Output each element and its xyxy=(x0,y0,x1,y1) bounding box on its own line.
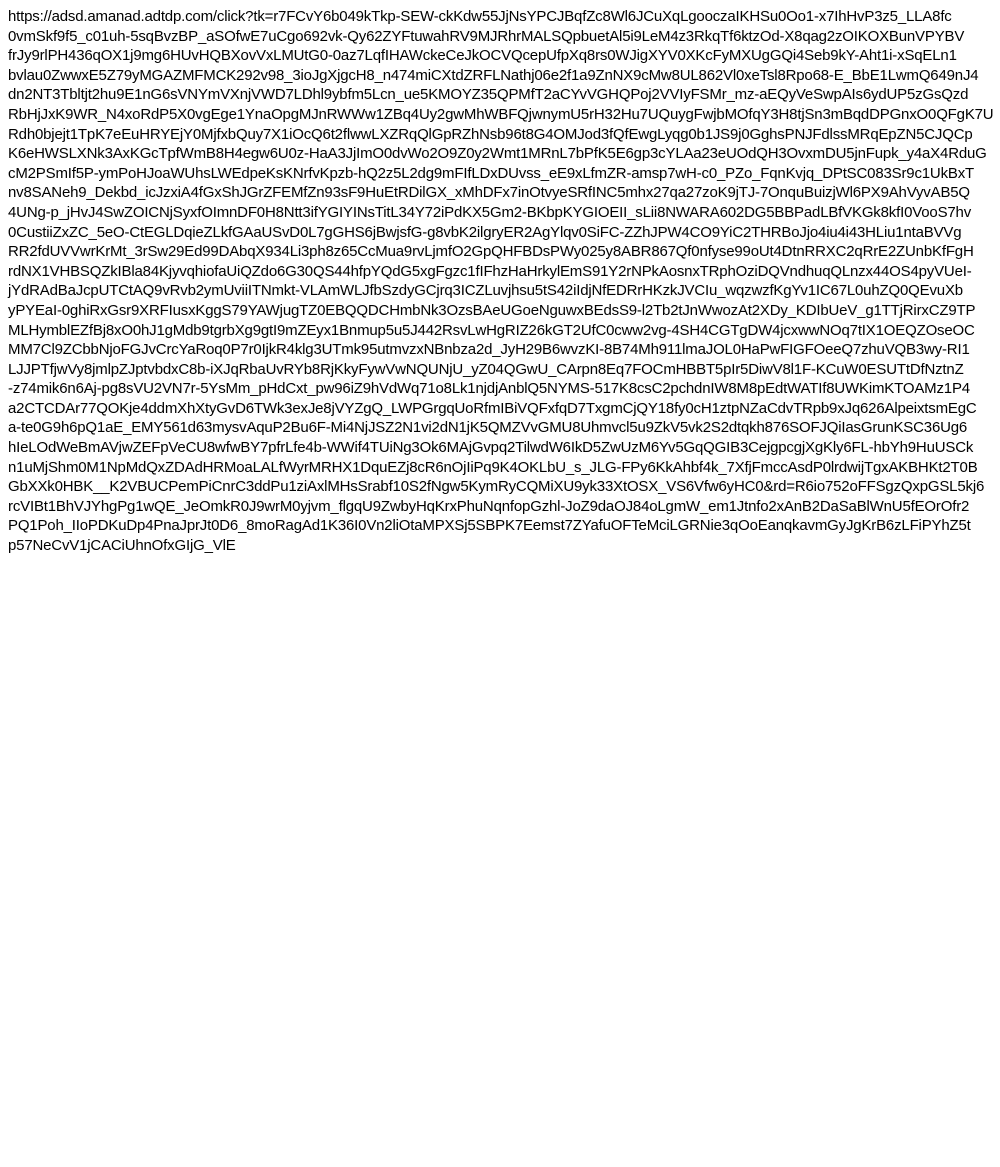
url-text-line: -z74mik6n6Aj-pg8sVU2VN7r-5YsMm_pHdCxt_pw96iZ9hVdWq71o8Lk1njdjAnblQ5NYMS-517K8csC2pchdnIW8M8pEdtWATIf8UWKimKTOAMz1P4 xyxy=(8,380,970,398)
url-text-line: hIeLOdWeBmAVjwZEFpVeCU8wfwBY7pfrLfe4b-WWif4TUiNg3Ok6MAjGvpq2TilwdW6IkD5ZwUzM6Yv5GqQGIB3CejgpcgjXgKly6FL-hbYh9HuUSCk xyxy=(8,439,974,457)
url-text-line: Rdh0bjejt1TpK7eEuHRYEjY0MjfxbQuy7X1iOcQ6t2flwwLXZRqQlGpRZhNsb96t8G4OMJod3fQfEwgLyqg0b1JS9j0GghsPNJFdlssMRqEpZN5CJQCp xyxy=(8,125,973,143)
url-text-line: 0CustiiZxZC_5eO-CtEGLDqieZLkfGAaUSvD0L7gGHS6jBwjsfG-g8vbK2ilgryER2AgYlqv0SiFC-ZZhJPW4CO9YiC2THRBoJjo4iu4i43HLiu1ntaBVVg xyxy=(8,223,962,241)
url-text-line: yPYEaI-0ghiRxGsr9XRFIusxKggS79YAWjugTZ0EBQQDCHmbNk3OzsBAeUGoeNguwxBEdsS9-l2Tb2tJnWwozAt2XDy_KDIbUeV_g1TTjRirxCZ9TP xyxy=(8,301,976,319)
url-text-line: a-te0G9h6pQ1aE_EMY561d63mysvAquP2Bu6F-Mi4NjJSZ2N1vi2dN1jK5QMZVvGMU8Uhmvcl5u9ZkV5vk2S2dtqkh876SOFJQiIasGrunKSC36Ug6 xyxy=(8,419,968,437)
url-text-line: RR2fdUVVwrKrMt_3rSw29Ed99DAbqX934Li3ph8z65CcMua9rvLjmfO2GpQHFBDsPWy025y8ABR867Qf0nfyse99oUt4DtnRRXC2qRrE2ZUnbKfFgH xyxy=(8,243,974,261)
url-text-line: dn2NT3Tbltjt2hu9E1nG6sVNYmVXnjVWD7LDhl9ybfm5Lcn_ue5KMOYZ35QPMfT2aCYvVGHQPoj2VVIyFSMr_mz-aEQyVeSwpAIs6ydUP5zGsQzd xyxy=(8,86,969,104)
url-text-line: frJy9rlPH436qOX1j9mg6HUvHQBXovVxLMUtG0-0az7LqfIHAWckeCeJkOCVQcepUfpXq8rs0WJigXYV0XKcFyMXUgGQi4Seb9kY-Aht1i-xSqELn1 xyxy=(8,47,957,65)
url-text-line: nv8SANeh9_Dekbd_icJzxiA4fGxShJGrZFEMfZn93sF9HuEtRDilGX_xMhDFx7inOtvyeSRfINC5mhx27qa27zoK9jTJ-7OnquBuizjWl6PX9AhVyvAB5Q xyxy=(8,184,970,202)
url-text-line: MLHymblEZfBj8xO0hJ1gMdb9tgrbXg9gtI9mZEyx1Bnmup5u5J442RsvLwHgRIZ26kGT2UfC0cww2vg-4SH4CGTgDW4jcxwwNOq7tIX1OEQZOseOC xyxy=(8,321,975,339)
url-text-block xyxy=(8,7,992,556)
url-text-line: p57NeCvV1jCACiUhnOfxGIjG_VlE xyxy=(8,537,236,555)
url-text-line: n1uMjShm0M1NpMdQxZDAdHRMoaLALfWyrMRHX1DquEZj8cR6nOjIiPq9K4OKLbU_s_JLG-FPy6KkAhbf4k_7XfjFmccAsdP0lrdwijTgxAKBHKt2T0B xyxy=(8,458,978,476)
url-text-line: LJJPTfjwVy8jmlpZJptvbdxC8b-iXJqRbaUvRYb8RjKkyFywVwNQUNjU_yZ04QGwU_CArpn8Eq7FOCmHBBT5pIr5DiwV8l1F-KCuW0ESUTtDfNztnZ xyxy=(8,360,964,378)
url-text-line: MM7Cl9ZCbbNjoFGJvCrcYaRoq0P7r0IjkR4klg3UTmk95utmvzxNBnbza2d_JyH29B6wvzKI-8B74Mh911lmaJOL0HaPwFIGFOeeQ7zhuVQB3wy-RI1 xyxy=(8,341,970,359)
url-text-line: 4UNg-p_jHvJ4SwZOICNjSyxfOImnDF0H8Ntt3ifYGIYINsTitL34Y72iPdKX5Gm2-BKbpKYGIOEII_sLii8NWARA602DG5BBPadLBfVKGk8kfI0VooS7hv xyxy=(8,203,972,221)
url-text-line: a2CTCDAr77QOKje4ddmXhXtyGvD6TWk3exJe8jVYZgQ_LWPGrgqUoRfmIBiVQFxfqD7TxgmCjQY18fy0cH1ztpNZaCdvTRpb9xJq626AlpeixtsmEgC xyxy=(8,399,977,417)
url-text-line: bvlau0ZwwxE5Z79yMGAZMFMCK292v98_3ioJgXjgcH8_n474miCXtdZRFLNathj06e2f1a9ZnNX9cMw8UL862Vl0xeTsl8Rpo68-E_BbE1LwmQ649nJ4 xyxy=(8,66,979,84)
url-text-line: RbHjJxK9WR_N4xoRdP5X0vgEge1YnaOpgMJnRWWw1ZBq4Uy2gwMhWBFQjwnymU5rH32Hu7UQuygFwjbMOfqY3H8tjSn3mBqdDPGnxO0QFgK7U xyxy=(8,105,994,123)
url-text-line: rdNX1VHBSQZkIBla84KjyvqhiofaUiQZdo6G30QS44hfpYQdG5xgFgzc1fIFhzHaHrkylEmS91Y2rNPkAosnxTRphOziDQVndhuqQLnzx44OS4pyVUeI- xyxy=(8,262,972,280)
url-text-line: GbXXk0HBK__K2VBUCPemPiCnrC3ddPu1ziAxlMHsSrabf10S2fNgw5KymRyCQMiXU9yk33XtOSX_VS6Vfw6yHC0&rd=R6io752oFFSgzQxpGSL5kj6 xyxy=(8,478,985,496)
url-text-line: jYdRAdBaJcpUTCtAQ9vRvb2ymUviiITNmkt-VLAmWLJfbSzdyGCjrq3ICZLuvjhsu5tS42iIdjNfEDRrHKzkJVCIu_wqzwzfKgYv1IC67L0uhZQ0QEvuXb xyxy=(8,282,963,300)
url-text-line: cM2PSmIf5P-ymPoHJoaWUhsLWEdpeKsKNrfvKpzb-hQ2z5L2dg9mFIfLDxDUvss_eE9xLfmZR-amsp7wH-c0_PZo_FqnKvjq_DPtSC083Sr9c1UkBxT xyxy=(8,164,975,182)
url-text-line: K6eHWSLXNk3AxKGcTpfWmB8H4egw6U0z-HaA3JjImO0dvWo2O9Z0y2Wmt1MRnL7bPfK5E6gp3cYLAa23eUOdQH3OvxmDU5jnFupk_y4aX4RduG xyxy=(8,145,987,163)
url-text-line: https://adsd.amanad.adtdp.com/click?tk=r7FCvY6b049kTkp-SEW-ckKdw55JjNsYPCJBqfZc8Wl6JCuXqLgooczaIKHSu0Oo1-x7IhHvP3z5_LLA8fc xyxy=(8,8,952,25)
url-text-line: PQ1Poh_IIoPDKuDp4PnaJprJt0D6_8moRagAd1K36I0Vn2liOtaMPXSj5SBPK7Eemst7ZYafuOFTeMciLGRNie3qOoEanqkavmGyJgKrB6zLFiPYhZ5t xyxy=(8,517,971,535)
url-text-line: rcVIBt1BhVJYhgPg1wQE_JeOmkR0J9wrM0yjvm_flgqU9ZwbyHqKrxPhuNqnfopGzhl-JoZ9daOJ84oLgmW_em1Jtnfo2xAnB2DaSaBlWnU5fEOrOfr2 xyxy=(8,497,970,515)
url-text-line: 0vmSkf9f5_c01uh-5sqBvzBP_aSOfwE7uCgo692vk-Qy62ZYFtuwahRV9MJRhrMALSQpbuetAl5i9LeM4z3RkqTf6ktzOd-X8qag2zOIKOXBunVPYBV xyxy=(8,27,965,45)
